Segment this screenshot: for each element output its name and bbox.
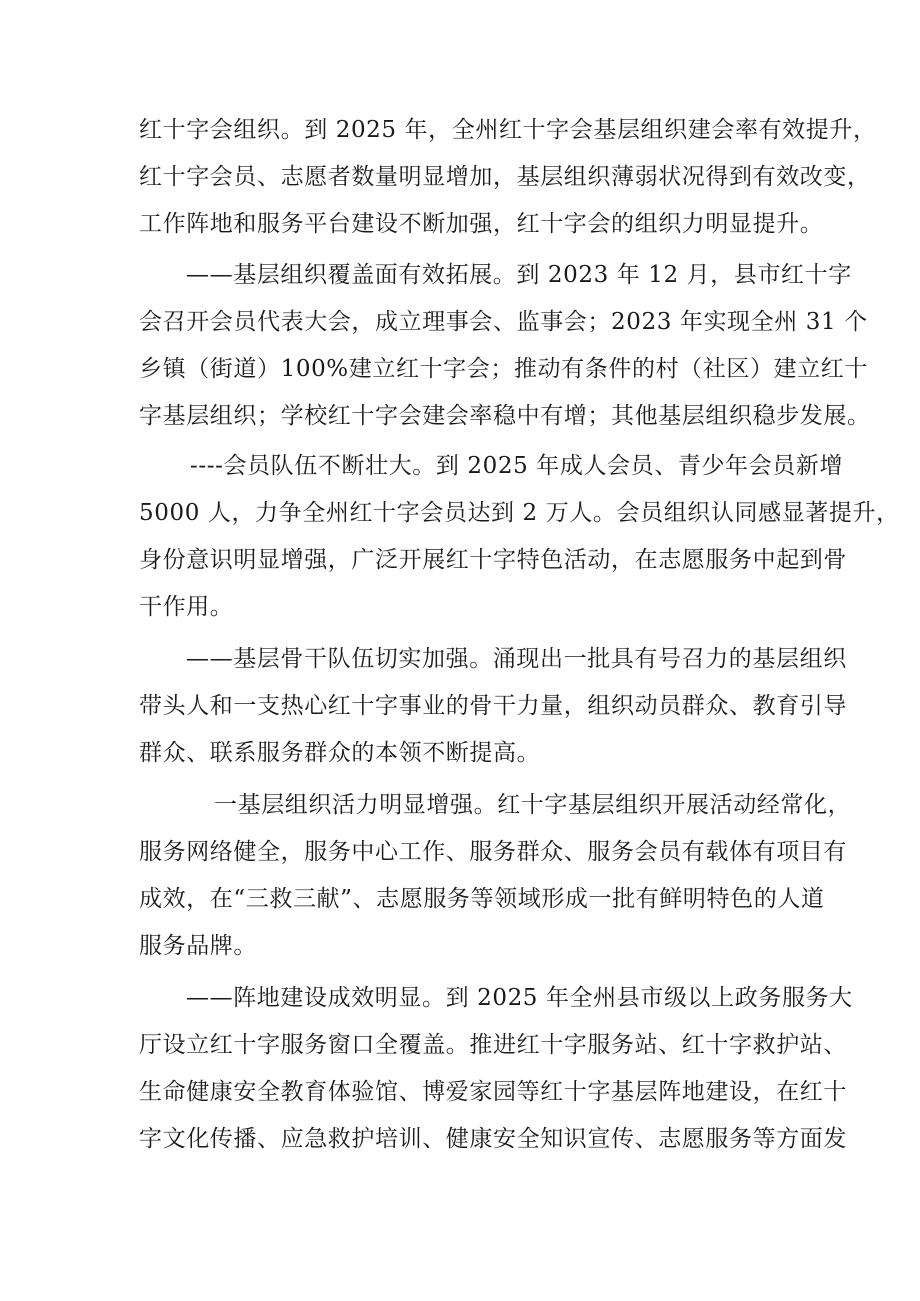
text-line-11: 干作用。 — [139, 594, 234, 620]
text-line-20: 厅设立红十字服务窗口全覆盖。推进红十字服务站、红十字救护站、 — [139, 1032, 847, 1058]
text-line-13: 带头人和一支热心红十字事业的骨干力量，组织动员群众、教育引导 — [139, 693, 847, 719]
text-line-18: 服务品牌。 — [139, 933, 257, 959]
text-line-4: ——基层组织覆盖面有效拓展。到 2023 年 12 月，县市红十字 — [186, 262, 852, 288]
text-line-8: ----会员队伍不断壮大。到 2025 年成人会员、青少年会员新增 — [190, 453, 844, 479]
text-line-5: 会召开会员代表大会，成立理事会、监事会；2023 年实现全州 31 个 — [139, 309, 868, 335]
text-line-3: 工作阵地和服务平台建设不断加强，红十字会的组织力明显提升。 — [139, 211, 824, 237]
text-line-17: 成效，在“三救三献”、志愿服务等领域形成一批有鲜明特色的人道 — [139, 886, 825, 912]
text-line-1: 红十字会组织。到 2025 年，全州红十字会基层组织建会率有效提升， — [139, 117, 877, 143]
text-line-9: 5000 人，力争全州红十字会员达到 2 万人。会员组织认同感显著提升， — [139, 500, 900, 526]
text-line-15: 一基层组织活力明显增强。红十字基层组织开展活动经常化， — [214, 792, 852, 818]
text-line-2: 红十字会员、志愿者数量明显增加，基层组织薄弱状况得到有效改变， — [139, 164, 871, 190]
text-line-12: ——基层骨干队伍切实加强。涌现出一批具有号召力的基层组织 — [186, 646, 847, 672]
text-line-21: 生命健康安全教育体验馆、博爱家园等红十字基层阵地建设，在红十 — [139, 1079, 847, 1105]
text-line-14: 群众、联系服务群众的本领不断提高。 — [139, 740, 541, 766]
text-line-19: ——阵地建设成效明显。到 2025 年全州县市级以上政务服务大 — [186, 985, 853, 1011]
text-line-6: 乡镇（街道）100%建立红十字会；推动有条件的村（社区）建立红十 — [139, 356, 868, 382]
text-line-10: 身份意识明显增强，广泛开展红十字特色活动，在志愿服务中起到骨 — [139, 547, 847, 573]
text-line-7: 字基层组织；学校红十字会建会率稳中有增；其他基层组织稳步发展。 — [139, 403, 871, 429]
text-line-16: 服务网络健全，服务中心工作、服务群众、服务会员有载体有项目有 — [139, 839, 847, 865]
text-line-22: 字文化传播、应急救护培训、健康安全知识宣传、志愿服务等方面发 — [139, 1126, 847, 1152]
